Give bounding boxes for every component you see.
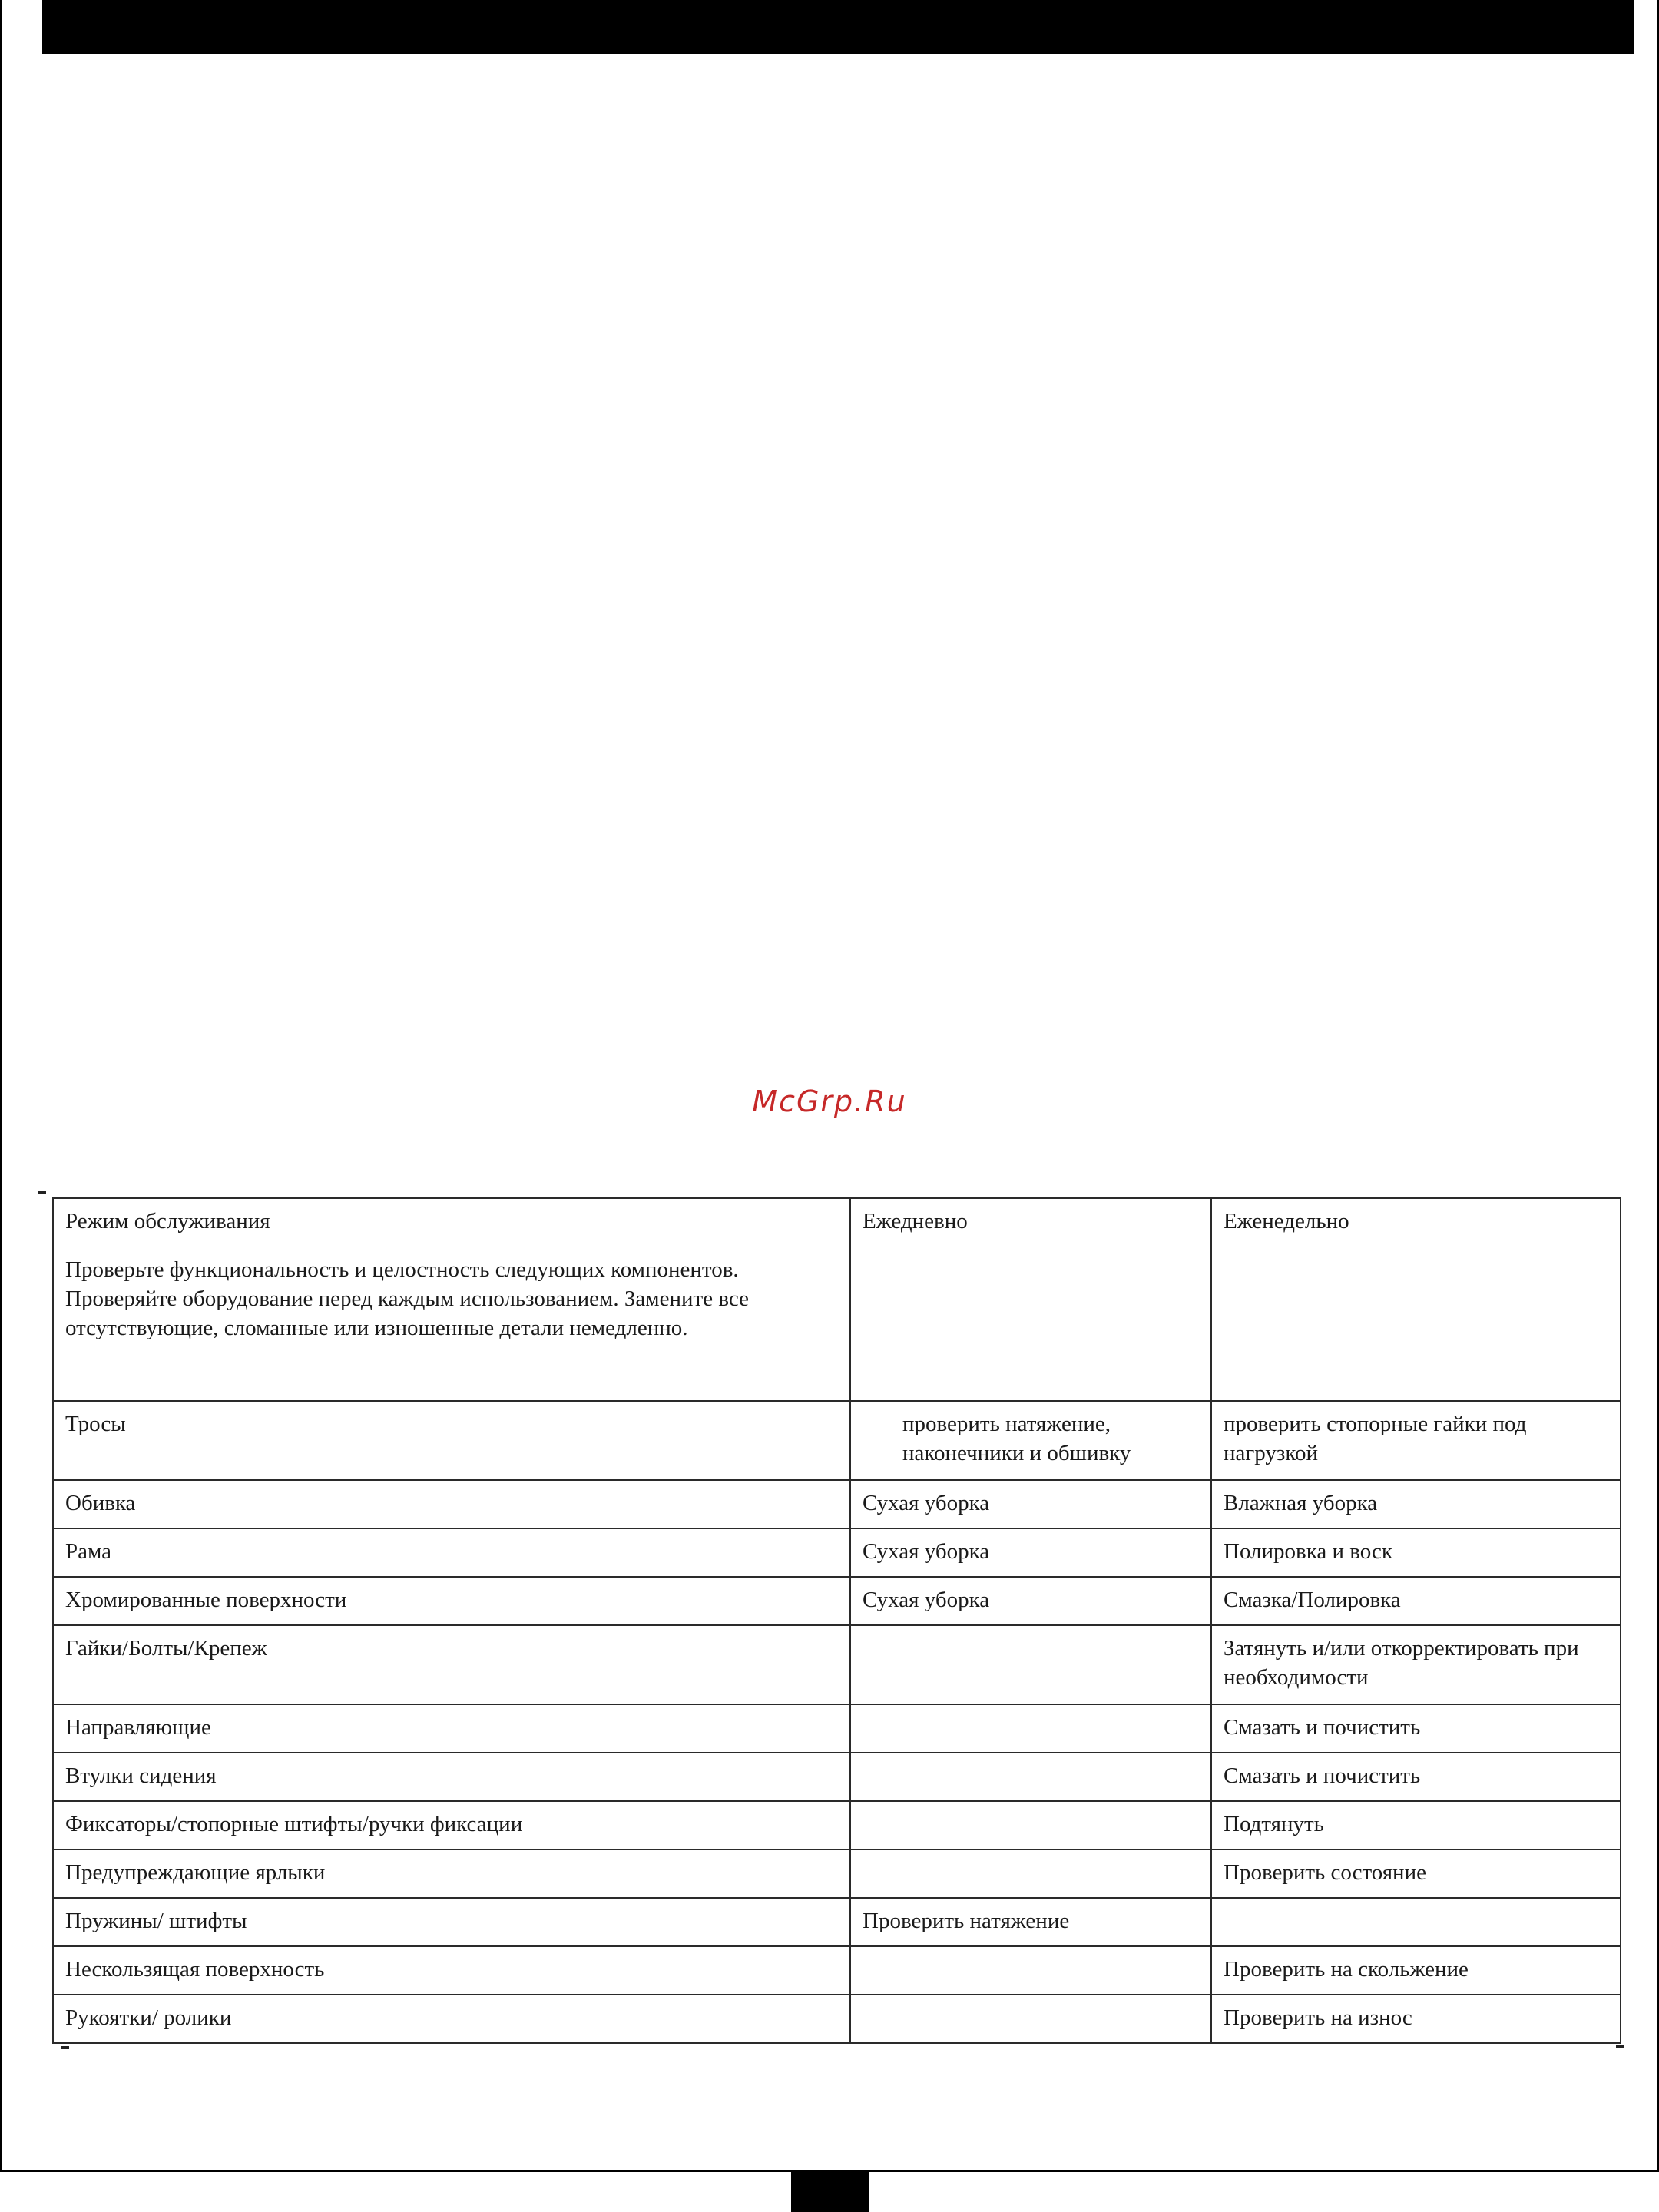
daily-cell bbox=[850, 1946, 1211, 1995]
daily-cell bbox=[850, 1801, 1211, 1849]
table-row bbox=[53, 1849, 1621, 1898]
component-cell: Обивка bbox=[53, 1480, 850, 1528]
component-cell: Рама bbox=[53, 1528, 850, 1577]
daily-cell bbox=[850, 1704, 1211, 1753]
table-corner-mark bbox=[61, 2046, 69, 2049]
weekly-cell: Смазка/Полировка bbox=[1211, 1577, 1621, 1625]
header-weekly-cell: Еженедельно bbox=[1211, 1198, 1621, 1401]
daily-cell: Сухая уборка bbox=[850, 1577, 1211, 1625]
watermark: McGrp.Ru bbox=[752, 1084, 907, 1118]
weekly-cell: Проверить состояние bbox=[1211, 1849, 1621, 1898]
table-row bbox=[53, 1995, 1621, 2043]
maintenance-table bbox=[52, 1197, 1621, 2044]
daily-cell: Сухая уборка bbox=[850, 1480, 1211, 1528]
header-bar bbox=[42, 0, 1634, 54]
weekly-cell: Влажная уборка bbox=[1211, 1480, 1621, 1528]
daily-cell bbox=[850, 1995, 1211, 2043]
component-cell: Фиксаторы/стопорные штифты/ручки фиксации bbox=[53, 1801, 850, 1849]
table-row bbox=[53, 1480, 1621, 1528]
table-row bbox=[53, 1946, 1621, 1995]
daily-cell: Сухая уборка bbox=[850, 1528, 1211, 1577]
component-cell: Хромированные поверхности bbox=[53, 1577, 850, 1625]
table-row bbox=[53, 1801, 1621, 1849]
weekly-cell: Проверить на скольжение bbox=[1211, 1946, 1621, 1995]
table-header-row bbox=[53, 1198, 1621, 1401]
component-cell: Направляющие bbox=[53, 1704, 850, 1753]
component-cell: Тросы bbox=[53, 1401, 850, 1480]
page-number-tab bbox=[791, 2172, 869, 2212]
weekly-cell: Смазать и почистить bbox=[1211, 1704, 1621, 1753]
header-daily-cell: Ежедневно bbox=[850, 1198, 1211, 1401]
table-row bbox=[53, 1401, 1621, 1480]
component-cell: Рукоятки/ ролики bbox=[53, 1995, 850, 2043]
header-component-cell bbox=[53, 1198, 850, 1401]
table-row bbox=[53, 1625, 1621, 1704]
component-cell: Предупреждающие ярлыки bbox=[53, 1849, 850, 1898]
table-corner-mark bbox=[1616, 2045, 1624, 2048]
table-row bbox=[53, 1577, 1621, 1625]
table-row bbox=[53, 1753, 1621, 1801]
weekly-cell: проверить стопорные гайки под нагрузкой bbox=[1211, 1401, 1621, 1480]
weekly-cell: Проверить на износ bbox=[1211, 1995, 1621, 2043]
daily-cell: проверить натяжение, наконечники и обшивку bbox=[850, 1401, 1211, 1480]
daily-cell: Проверить натяжение bbox=[850, 1898, 1211, 1946]
table-row bbox=[53, 1528, 1621, 1577]
weekly-cell: Затянуть и/или откорректировать при необходимости bbox=[1211, 1625, 1621, 1704]
weekly-cell: Полировка и воск bbox=[1211, 1528, 1621, 1577]
table-corner-mark bbox=[38, 1191, 46, 1194]
maintenance-mode-title: Режим обслуживания bbox=[65, 1209, 270, 1233]
weekly-cell: Смазать и почистить bbox=[1211, 1753, 1621, 1801]
daily-cell bbox=[850, 1849, 1211, 1898]
weekly-cell: Подтянуть bbox=[1211, 1801, 1621, 1849]
component-cell: Гайки/Болты/Крепеж bbox=[53, 1625, 850, 1704]
weekly-cell bbox=[1211, 1898, 1621, 1946]
table-row bbox=[53, 1704, 1621, 1753]
daily-cell bbox=[850, 1625, 1211, 1704]
component-cell: Нескользящая поверхность bbox=[53, 1946, 850, 1995]
daily-cell bbox=[850, 1753, 1211, 1801]
maintenance-description: Проверьте функциональность и целостность следующих компонентов. Проверяйте оборудование перед каждым использованием. Замените все отсутствующие, сломанные или изношенные детали немедленно. bbox=[65, 1257, 749, 1340]
table-row bbox=[53, 1898, 1621, 1946]
component-cell: Пружины/ штифты bbox=[53, 1898, 850, 1946]
component-cell: Втулки сидения bbox=[53, 1753, 850, 1801]
